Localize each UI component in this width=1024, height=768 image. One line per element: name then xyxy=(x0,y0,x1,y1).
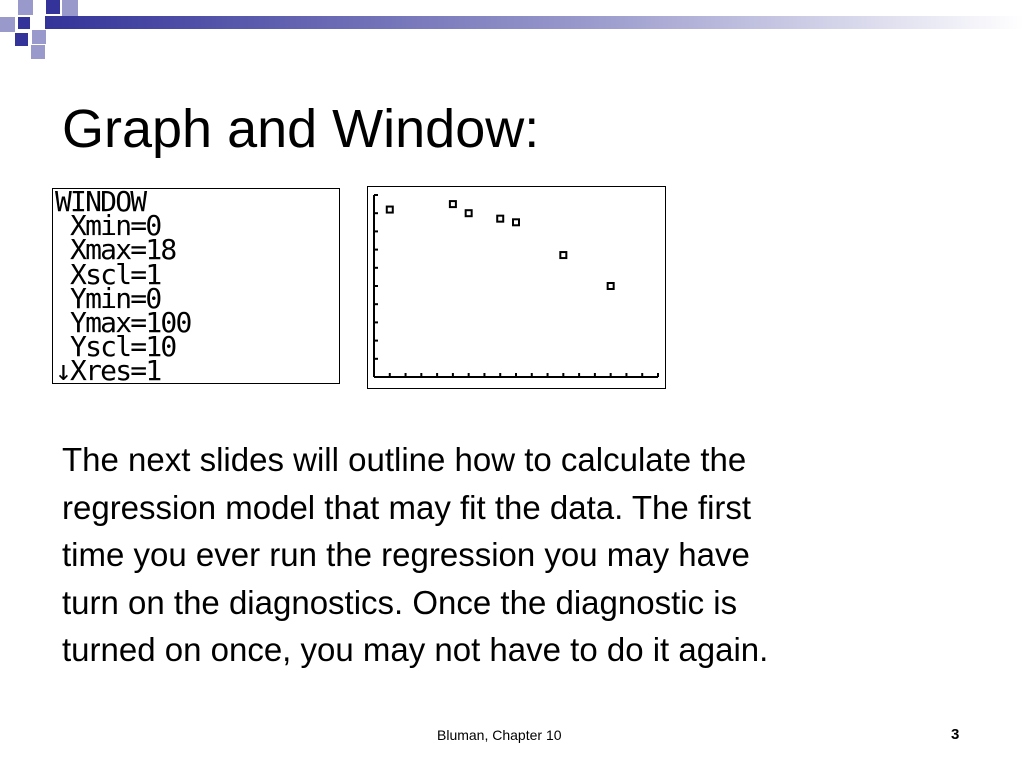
body-text-line: The next slides will outline how to calculate the xyxy=(62,441,747,478)
body-text-line: time you ever run the regression you may have xyxy=(62,536,750,573)
window-setting-line: Yscl=10 xyxy=(55,330,176,364)
header-gradient-bar xyxy=(45,16,1024,29)
body-text-line: turned on once, you may not have to do it again. xyxy=(62,631,769,668)
decorative-square xyxy=(18,17,30,29)
decorative-square xyxy=(31,45,45,59)
window-settings-list xyxy=(55,190,191,384)
decorative-square xyxy=(62,0,78,16)
calculator-graph-screen xyxy=(367,186,666,389)
window-setting-line: Xmax=18 xyxy=(55,233,176,267)
window-setting-line: Ymax=100 xyxy=(55,305,191,339)
scatter-point xyxy=(497,216,503,222)
decorative-square xyxy=(18,0,33,15)
scatter-point xyxy=(387,207,393,213)
scatter-point xyxy=(450,201,456,207)
decorative-square xyxy=(46,0,60,14)
window-setting-line: Ymin=0 xyxy=(55,281,161,315)
slide-number: 3 xyxy=(951,726,960,743)
decorative-square xyxy=(32,30,46,44)
footer-text: Bluman, Chapter 10 xyxy=(437,727,562,743)
scatter-point xyxy=(513,219,519,225)
slide-title: Graph and Window: xyxy=(62,99,540,159)
scatter-point xyxy=(560,252,566,258)
window-setting-line: ↓Xres=1 xyxy=(55,354,161,384)
window-setting-line: Xmin=0 xyxy=(55,209,161,243)
decorative-square xyxy=(15,33,28,46)
scatter-point xyxy=(466,210,472,216)
body-text-line: turn on the diagnostics. Once the diagnostic is xyxy=(62,583,738,621)
window-setting-line: WINDOW xyxy=(55,188,146,218)
scatter-point xyxy=(608,283,614,289)
body-paragraph xyxy=(62,436,942,674)
window-setting-line: Xscl=1 xyxy=(55,257,161,291)
decorative-header-bar xyxy=(0,0,1024,60)
decorative-square xyxy=(0,17,15,32)
body-text-line: regression model that may fit the data. The first xyxy=(62,488,752,526)
calculator-window-screen xyxy=(52,188,340,384)
scatter-plot xyxy=(368,187,664,387)
